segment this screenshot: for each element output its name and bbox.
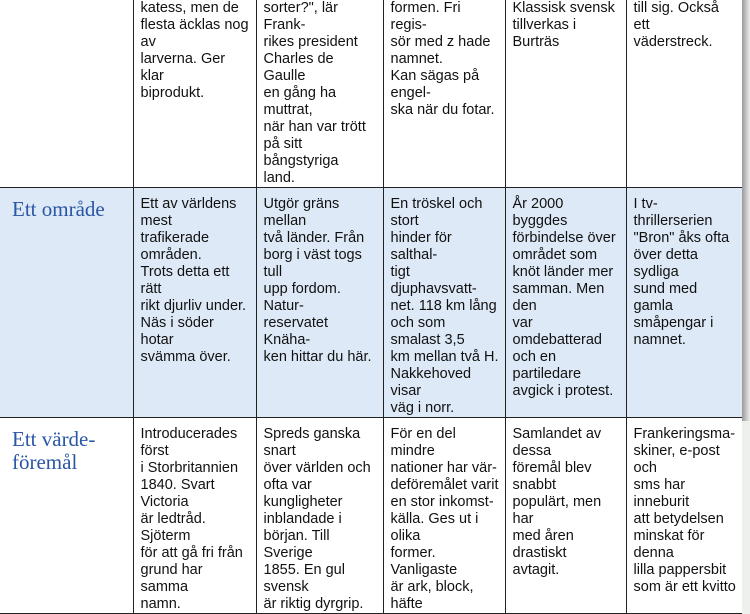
clue-cell [383, 188, 505, 418]
clue-cell [505, 0, 626, 188]
clue-text: En tröskel och stort hinder för salthal- tigt djuphavsvatt- net. 118 km lång och som smalast 3,5 km mellan två H. Nakkehoved visar väg i norr. [390, 196, 499, 416]
clue-text: katess, men de flesta äcklas nog av larverna. Ger klar biprodukt. [140, 0, 249, 101]
clue-text: Spreds ganska snart över världen och ofta var kungligheter inblandade i början. Till Sverige 1855. En gul svensk är riktig dyrgrip. [263, 426, 371, 612]
page-edge-shadow [742, 0, 750, 421]
clue-text: Introducerades först i Storbritannien 1840. Svart Victoria är ledtråd. Sjöterm för att gå fri från grund har samma namn. [140, 426, 243, 612]
clue-text: till sig. Också ett väderstreck. [633, 0, 719, 50]
clue-cell [383, 0, 505, 188]
row-heading [0, 0, 133, 188]
table-row [0, 188, 742, 418]
clue-cell [256, 0, 383, 188]
clue-cell [133, 0, 256, 188]
row-heading: Ett område [0, 188, 133, 418]
clue-cell [626, 418, 742, 614]
clue-text: formen. Fri regis- sör med z hade namnet. Kan sägas på engel- ska när du fotar. [390, 0, 495, 118]
clue-cell [505, 418, 626, 614]
row-heading: Ett värde- föremål [0, 418, 133, 614]
clue-cell [626, 188, 742, 418]
clue-cell [626, 0, 742, 188]
table-row [0, 418, 742, 614]
clue-cell [133, 188, 256, 418]
clue-text: Utgör gräns mellan två länder. Från borg i väst togs tull upp fordom. Natur- reservatet Knäha- ken hittar du här. [263, 196, 372, 365]
clue-cell [256, 188, 383, 418]
clue-text: Ett av världens mest trafikerade områden. Trots detta ett rätt rikt djurliv under. Näs i söder hotar svämma över. [140, 196, 247, 365]
table-row [0, 0, 742, 188]
clue-cell [133, 418, 256, 614]
clue-text: I tv-thrillerserien "Bron" åks ofta över detta sydliga sund med gamla småpengar i namnet. [633, 196, 730, 348]
clue-text: Klassisk svensk tillverkas i Burträs [512, 0, 615, 50]
clue-text: Frankeringsma- skiner, e-post och sms har inneburit att betydelsen minskat för denna lilla pappersbit som är ett kvitto [633, 426, 736, 595]
clue-text: sorter?", lär Frank- rikes president Charles de Gaulle en gång ha muttrat, när han var trött på sitt bångstyriga land. [263, 0, 366, 186]
clue-cell [505, 188, 626, 418]
clue-text: År 2000 byggdes förbindelse över området som knöt länder mer samman. Men den var omdebatterad och en partiledare avgick i protest. [512, 196, 616, 399]
clue-text: Samlandet av dessa föremål blev snabbt populärt, men har med åren drastiskt avtagit. [512, 426, 602, 578]
clue-cell [256, 418, 383, 614]
clue-cell [383, 418, 505, 614]
clue-text: För en del mindre nationer har vär- deföremålet varit en stor inkomst- källa. Ges ut i olika former. Vanligaste är ark, block, häfte [390, 426, 499, 612]
